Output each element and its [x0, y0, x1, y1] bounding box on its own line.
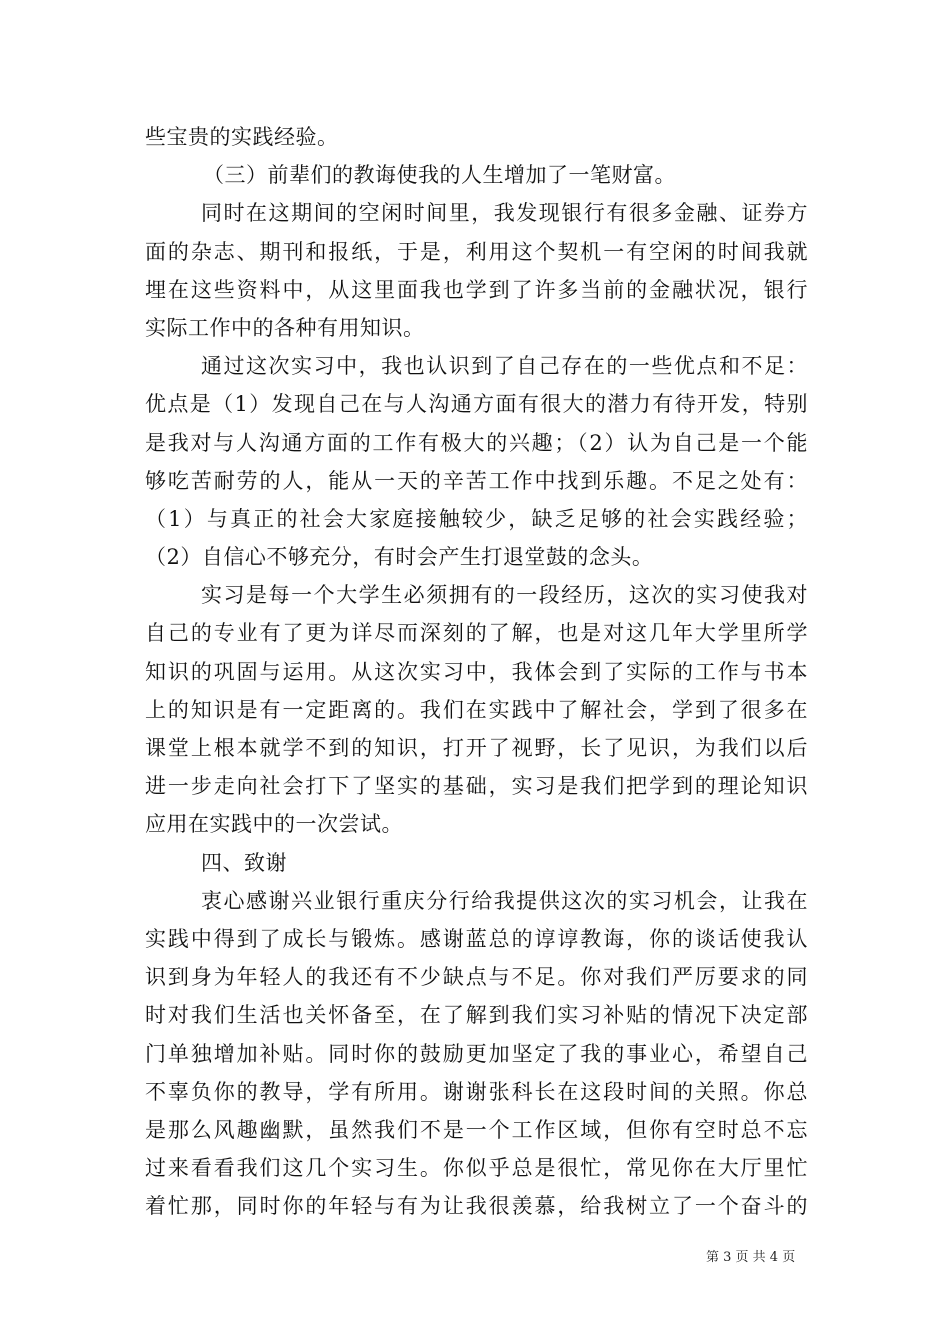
text-line: 进一步走向社会打下了坚实的基础，实习是我们把学到的理论知识: [145, 774, 808, 799]
text-line: 自己的专业有了更为详尽而深刻的了解，也是对这几年大学里所学: [145, 621, 808, 646]
text-line: 过来看看我们这几个实习生。你似乎总是很忙，常见你在大厅里忙: [145, 1156, 808, 1181]
text-line: 课堂上根本就学不到的知识，打开了视野，长了见识，为我们以后: [145, 736, 808, 760]
text-line: 实践中得到了成长与锻炼。感谢蓝总的谆谆教诲，你的谈话使我认: [145, 926, 808, 951]
text-line: 时对我们生活也关怀备至，在了解到我们实习补贴的情况下决定部: [145, 1003, 808, 1028]
text-line: 埋在这些资料中，从这里面我也学到了许多当前的金融状况，银行: [145, 277, 808, 302]
text-line: 是那么风趣幽默，虽然我们不是一个工作区域，但你有空时总不忘: [145, 1117, 808, 1142]
text-line: 应用在实践中的一次尝试。: [145, 812, 403, 837]
text-line: 门单独增加补贴。同时你的鼓励更加坚定了我的事业心，希望自己: [145, 1041, 808, 1066]
text-line: （2）自信心不够充分，有时会产生打退堂鼓的念头。: [145, 545, 654, 570]
text-line: 着忙那，同时你的年轻与有为让我很羡慕，给我树立了一个奋斗的: [145, 1194, 808, 1219]
paragraph-first-line: 通过这次实习中，我也认识到了自己存在的一些优点和不足：: [201, 354, 808, 379]
text-line: 些宝贵的实践经验。: [145, 125, 339, 149]
text-line: 识到身为年轻人的我还有不少缺点与不足。你对我们严厉要求的同: [145, 965, 808, 990]
page-number: 第 3 页 共 4 页: [706, 1250, 796, 1265]
text-line: 上的知识是有一定距离的。我们在实践中了解社会，学到了很多在: [145, 697, 808, 722]
text-line: 面的杂志、期刊和报纸，于是，利用这个契机一有空闲的时间我就: [145, 239, 808, 264]
document-body: [145, 118, 808, 1225]
text-line: 是我对与人沟通方面的工作有极大的兴趣；（2）认为自己是一个能: [145, 430, 808, 455]
paragraph-first-line: 实习是每一个大学生必须拥有的一段经历，这次的实习使我对: [201, 583, 808, 608]
paragraph-first-line: 衷心感谢兴业银行重庆分行给我提供这次的实习机会，让我在: [201, 888, 808, 913]
paragraph-first-line: 同时在这期间的空闲时间里，我发现银行有很多金融、证券方: [201, 201, 808, 226]
text-line: 够吃苦耐劳的人，能从一天的辛苦工作中找到乐趣。不足之处有：: [145, 468, 808, 493]
section-heading: （三）前辈们的教诲使我的人生增加了一笔财富。: [203, 163, 676, 188]
text-line: （1）与真正的社会大家庭接触较少，缺乏足够的社会实践经验；: [145, 506, 808, 531]
text-line: 知识的巩固与运用。从这次实习中，我体会到了实际的工作与书本: [145, 659, 808, 684]
text-line: 实际工作中的各种有用知识。: [145, 315, 425, 340]
text-line: 不辜负你的教导，学有所用。谢谢张科长在这段时间的关照。你总: [145, 1079, 808, 1104]
text-line: 优点是（1）发现自己在与人沟通方面有很大的潜力有待开发，特别: [145, 392, 808, 417]
section-heading: 四、致谢: [201, 850, 287, 875]
